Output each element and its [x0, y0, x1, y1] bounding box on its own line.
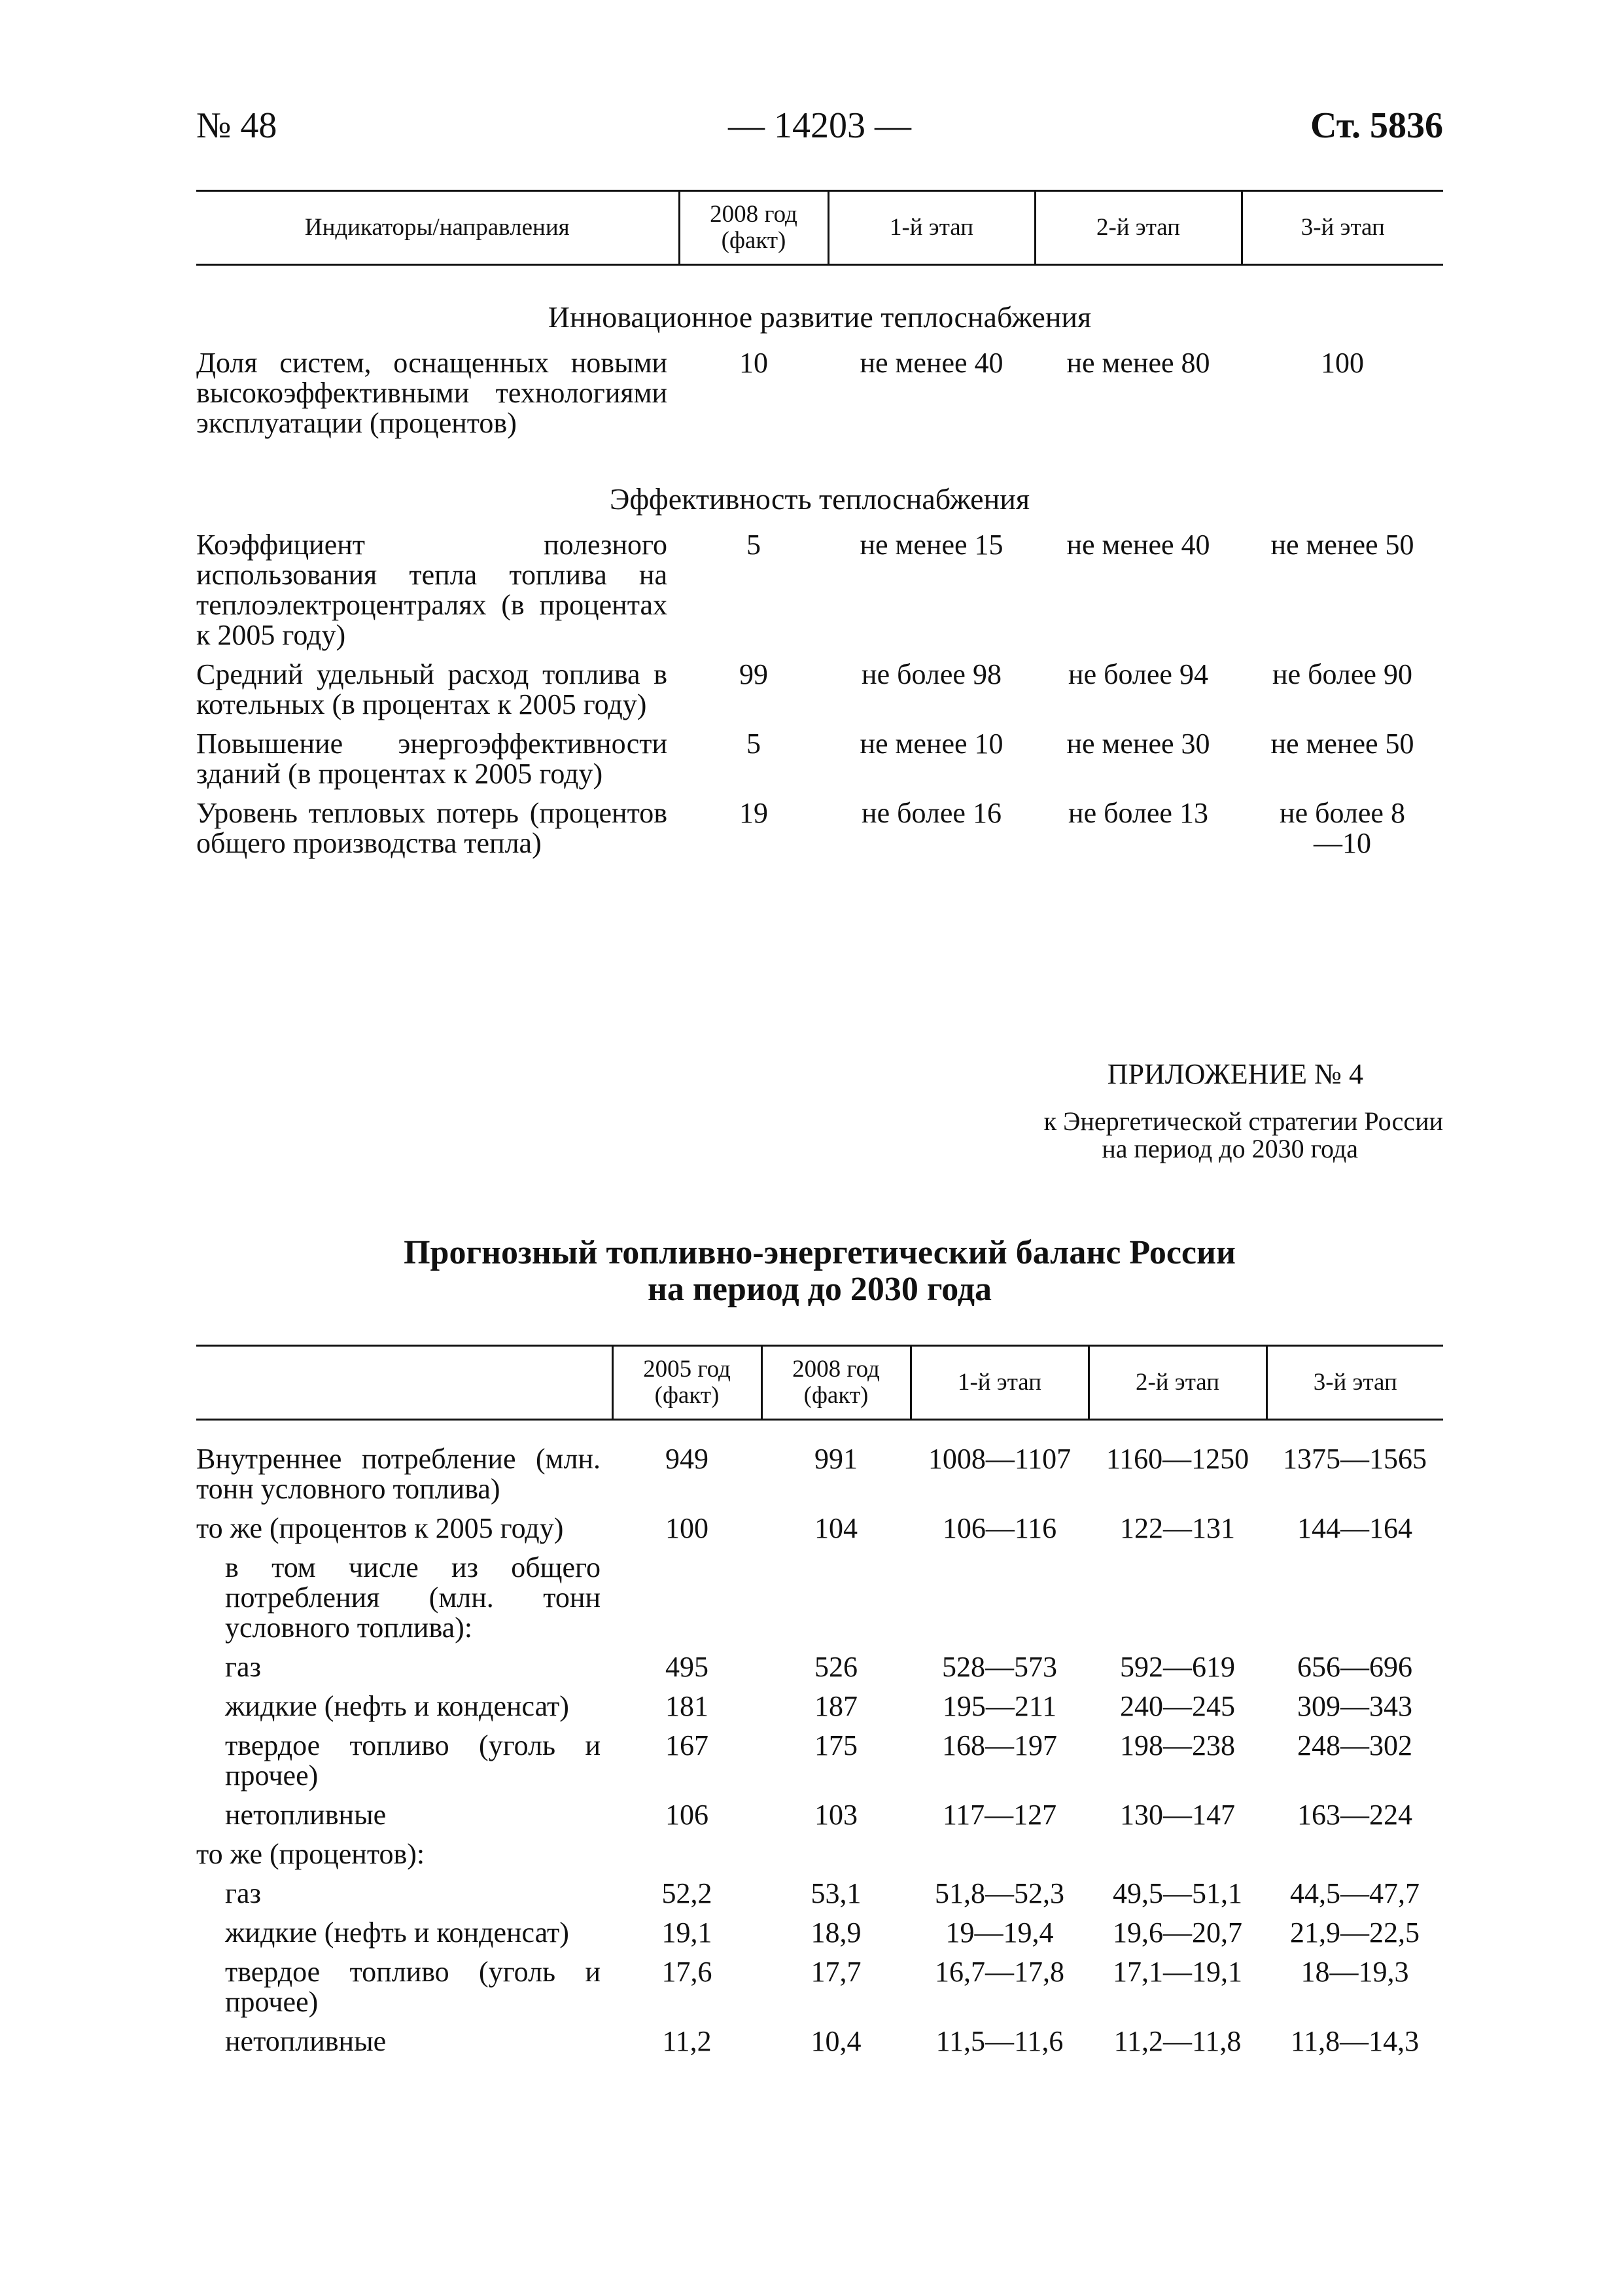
row-label: газ: [225, 1877, 261, 1909]
table-row: [196, 1513, 1443, 1553]
row-label: в том числе из общего потребления (млн. тонн условного топлива):: [225, 1551, 601, 1644]
value-cell: [612, 1553, 761, 1652]
value-cell: 52,2: [661, 1877, 712, 1909]
row-label: Уровень тепловых потерь (процентов общего производства тепла): [196, 797, 667, 859]
value-cell: не менее 10: [860, 728, 1003, 760]
value-cell: 100: [665, 1512, 708, 1544]
value-cell: 949: [665, 1443, 708, 1475]
indicators-table: [196, 190, 1443, 868]
appendix-reference-line: на период до 2030 года: [1102, 1134, 1358, 1163]
value-cell: 104: [814, 1512, 858, 1544]
value-cell: 187: [814, 1690, 858, 1722]
section-heading-row: [196, 265, 1443, 349]
value-cell: 991: [814, 1443, 858, 1475]
value-cell: [911, 1839, 1089, 1879]
value-cell: 11,8—14,3: [1290, 2025, 1420, 2057]
column-header: 2-й этап: [1035, 191, 1242, 265]
value-cell: не более 16: [862, 797, 1002, 829]
value-cell: [1266, 1839, 1443, 1879]
value-cell: 198—238: [1120, 1729, 1235, 1761]
row-label: то же (процентов):: [196, 1838, 425, 1870]
value-cell: [1266, 1553, 1443, 1652]
value-cell: 49,5—51,1: [1113, 1877, 1242, 1909]
column-header: 1-й этап: [911, 1346, 1089, 1420]
row-label: Средний удельный расход топлива в котельных (в процентах к 2005 году): [196, 658, 667, 720]
value-cell: 17,6: [661, 1956, 712, 1988]
value-cell: не менее 50: [1270, 529, 1414, 561]
appendix-reference-line: к Энергетической стратегии России: [1043, 1106, 1443, 1136]
value-cell: 117—127: [942, 1799, 1057, 1831]
row-label: Внутреннее потребление (млн. тонн условного топлива): [196, 1443, 601, 1505]
value-cell: 18—19,3: [1300, 1956, 1409, 1988]
row-label: нетопливные: [225, 1799, 387, 1831]
value-cell: не менее 30: [1066, 728, 1210, 760]
value-cell: 1375—1565: [1283, 1443, 1427, 1475]
row-label: жидкие (нефть и конденсат): [225, 1690, 569, 1722]
value-cell: 11,2—11,8: [1113, 2025, 1242, 2057]
value-cell: [1089, 1839, 1266, 1879]
document-page: [196, 105, 1443, 2066]
column-header: Индикаторы/направления: [196, 191, 679, 265]
value-cell: [761, 1553, 911, 1652]
value-cell: не менее 40: [1066, 529, 1210, 561]
document-title: [196, 1235, 1443, 1308]
value-cell: не более 98: [862, 658, 1002, 690]
value-cell: не более 13: [1068, 797, 1208, 829]
table-row: [196, 2026, 1443, 2066]
value-cell: 1008—1107: [928, 1443, 1072, 1475]
value-cell: 528—573: [942, 1651, 1057, 1683]
value-cell: не менее 40: [860, 347, 1003, 379]
table-row: [196, 660, 1443, 729]
value-cell: 11,2: [662, 2025, 712, 2057]
value-cell: 103: [814, 1799, 858, 1831]
value-cell: 19,1: [661, 1916, 712, 1949]
value-cell: 168—197: [942, 1729, 1057, 1761]
column-header: 2005 год (факт): [612, 1346, 761, 1420]
value-cell: 656—696: [1297, 1651, 1412, 1683]
row-label: Доля систем, оснащенных новыми высокоэффективными технологиями эксплуатации (процентов): [196, 347, 667, 439]
section-title: Инновационное развитие теплоснабжения: [548, 300, 1092, 334]
table-row: [196, 1691, 1443, 1731]
column-header: 3-й этап: [1242, 191, 1443, 265]
value-cell: 195—211: [942, 1690, 1057, 1722]
column-header: 2008 год (факт): [761, 1346, 911, 1420]
value-cell: 248—302: [1297, 1729, 1412, 1761]
value-cell: [1089, 1553, 1266, 1652]
table-row: [196, 1918, 1443, 1957]
value-cell: 17,7: [811, 1956, 862, 1988]
value-cell: 5: [746, 728, 761, 760]
row-label: Коэффициент полезного использования тепла топлива на теплоэлектроцентралях (в процентах к 2005 году): [196, 529, 667, 651]
value-cell: 495: [665, 1651, 708, 1683]
appendix-reference: [196, 1108, 1443, 1163]
column-header: 3-й этап: [1266, 1346, 1443, 1420]
column-header: 1-й этап: [828, 191, 1035, 265]
value-cell: 122—131: [1120, 1512, 1235, 1544]
table-row: [196, 1839, 1443, 1879]
row-label: нетопливные: [225, 2025, 387, 2057]
table-row: [196, 729, 1443, 798]
table-row: [196, 1957, 1443, 2026]
value-cell: 99: [739, 658, 768, 690]
value-cell: 44,5—47,7: [1290, 1877, 1420, 1909]
table-row: [196, 1420, 1443, 1514]
value-cell: 100: [1321, 347, 1364, 379]
table-header-row: [196, 1346, 1443, 1420]
appendix-number: ПРИЛОЖЕНИЕ № 4: [1107, 1058, 1363, 1090]
article-number: Ст. 5836: [1310, 105, 1443, 146]
value-cell: 175: [814, 1729, 858, 1761]
row-label: твердое топливо (уголь и прочее): [225, 1956, 601, 2018]
value-cell: не менее 50: [1270, 728, 1414, 760]
value-cell: не более 90: [1272, 658, 1412, 690]
value-cell: 106: [665, 1799, 708, 1831]
section-heading-row: [196, 448, 1443, 530]
value-cell: [761, 1839, 911, 1879]
value-cell: 10,4: [811, 2025, 862, 2057]
value-cell: не более 8—10: [1280, 797, 1405, 859]
value-cell: 181: [665, 1690, 708, 1722]
value-cell: 106—116: [942, 1512, 1057, 1544]
value-cell: 10: [739, 347, 768, 379]
value-cell: 167: [665, 1729, 708, 1761]
table-row: [196, 1879, 1443, 1918]
table-row: [196, 798, 1443, 868]
table-header-row: [196, 191, 1443, 265]
value-cell: [612, 1839, 761, 1879]
title-line: Прогнозный топливно-энергетический баланс России: [404, 1234, 1236, 1271]
value-cell: 16,7—17,8: [935, 1956, 1064, 1988]
value-cell: 163—224: [1297, 1799, 1412, 1831]
value-cell: 592—619: [1120, 1651, 1235, 1683]
row-label: твердое топливо (уголь и прочее): [225, 1729, 601, 1792]
row-label: газ: [225, 1651, 261, 1683]
page-number: — 14203 —: [728, 105, 911, 146]
column-header: 2-й этап: [1089, 1346, 1266, 1420]
value-cell: 21,9—22,5: [1290, 1916, 1420, 1949]
column-header: [196, 1346, 612, 1420]
table-row: [196, 1731, 1443, 1800]
running-header: [196, 105, 1443, 157]
value-cell: 53,1: [811, 1877, 862, 1909]
row-label: жидкие (нефть и конденсат): [225, 1916, 569, 1949]
issue-number: № 48: [196, 105, 277, 146]
value-cell: 5: [746, 529, 761, 561]
row-label: то же (процентов к 2005 году): [196, 1512, 564, 1544]
value-cell: 19: [739, 797, 768, 829]
table-row: [196, 530, 1443, 660]
column-header: 2008 год (факт): [679, 191, 828, 265]
value-cell: не более 94: [1068, 658, 1208, 690]
value-cell: 17,1—19,1: [1113, 1956, 1242, 1988]
value-cell: 51,8—52,3: [935, 1877, 1064, 1909]
table-row: [196, 1800, 1443, 1839]
energy-balance-table: [196, 1345, 1443, 2066]
value-cell: не менее 15: [860, 529, 1003, 561]
value-cell: 526: [814, 1651, 858, 1683]
value-cell: 18,9: [811, 1916, 862, 1949]
appendix-block: [196, 1057, 1443, 1163]
value-cell: 11,5—11,6: [935, 2025, 1064, 2057]
table-row: [196, 348, 1443, 448]
value-cell: [911, 1553, 1089, 1652]
table-row: [196, 1652, 1443, 1691]
value-cell: 1160—1250: [1106, 1443, 1249, 1475]
row-label: Повышение энергоэффективности зданий (в процентах к 2005 году): [196, 728, 667, 790]
value-cell: 240—245: [1120, 1690, 1235, 1722]
value-cell: 19,6—20,7: [1113, 1916, 1242, 1949]
value-cell: 309—343: [1297, 1690, 1412, 1722]
section-title: Эффективность теплоснабжения: [609, 482, 1030, 516]
title-line: на период до 2030 года: [647, 1271, 992, 1308]
value-cell: 144—164: [1297, 1512, 1412, 1544]
value-cell: 130—147: [1120, 1799, 1235, 1831]
value-cell: не менее 80: [1066, 347, 1210, 379]
value-cell: 19—19,4: [945, 1916, 1054, 1949]
table-row: [196, 1553, 1443, 1652]
